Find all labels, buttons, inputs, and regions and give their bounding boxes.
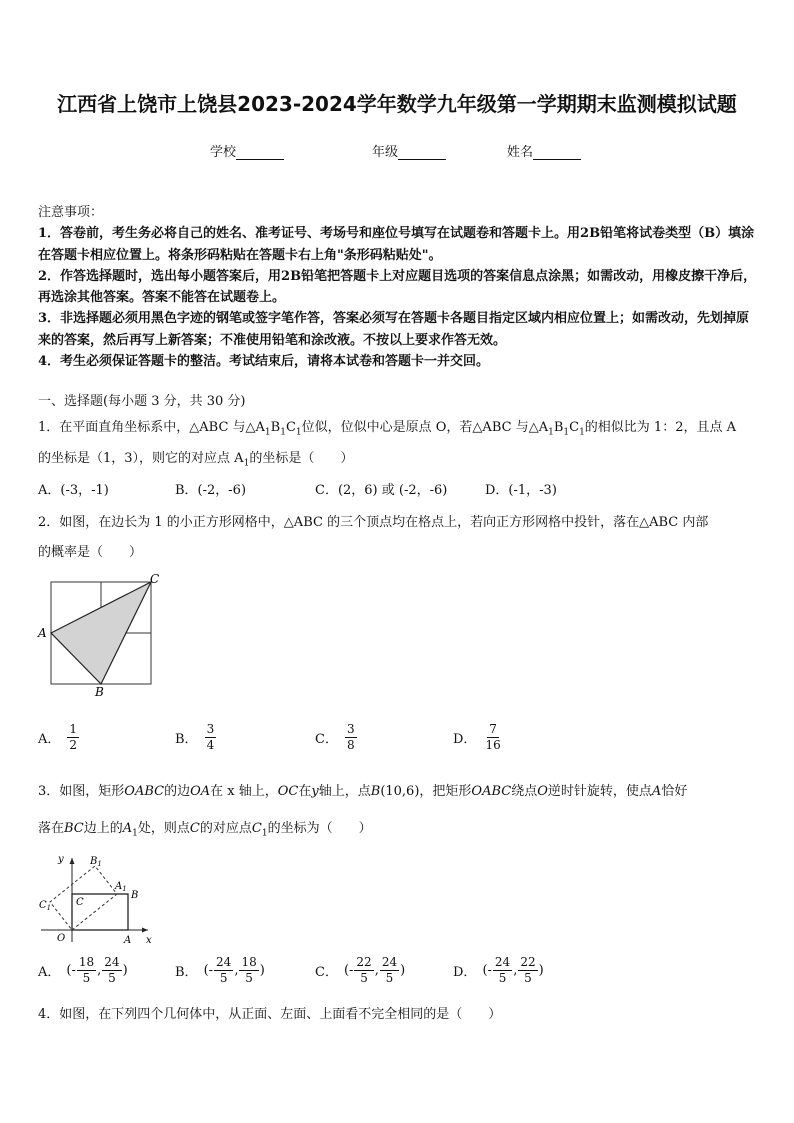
question-2-line-2: 的概率是（ ） — [38, 545, 143, 560]
q1-option-d[interactable]: D．(-1，-3) — [485, 483, 557, 498]
q1-text-e: B — [553, 420, 564, 435]
name-field — [507, 141, 581, 160]
q3-oa: OA — [190, 784, 211, 799]
label-a: A — [38, 626, 47, 640]
question-3-line-2 — [38, 817, 372, 839]
notes-heading: 注意事项： — [38, 205, 104, 220]
notes-section — [38, 202, 760, 372]
q3-t4: 在 — [298, 784, 312, 799]
fig-c1-label: $C_1$ — [39, 900, 52, 912]
grade-field — [372, 141, 446, 160]
q3-y: y — [311, 784, 319, 799]
q1-text-g: 的相似比为 1：2，且点 A — [584, 420, 736, 435]
q3-opt-close: ) — [538, 963, 544, 978]
numerator: 7 — [489, 722, 497, 736]
q3-option-b[interactable] — [175, 955, 265, 986]
label-b: B — [95, 685, 104, 699]
fig-c-label: C — [76, 897, 84, 908]
denominator: 5 — [498, 971, 507, 985]
denominator: 2 — [69, 738, 78, 752]
q1-text-d: 位似，位似中心是原点 O，若△ABC 与△A — [301, 420, 549, 435]
q3-opt-label: D． — [453, 965, 477, 980]
denominator: 8 — [346, 738, 355, 752]
fig-b1-label: $B_1$ — [90, 856, 102, 868]
q2-opt-b-label: B． — [175, 732, 198, 747]
q1-text-f: C — [569, 420, 580, 435]
denominator: 5 — [219, 971, 228, 985]
q3-t9: 恰好 — [661, 784, 688, 799]
q3-o: O — [537, 784, 548, 799]
denominator: 16 — [485, 738, 501, 752]
q3-oabc-2: OABC — [471, 784, 512, 799]
school-blank — [236, 145, 284, 160]
q3-a: A — [651, 784, 662, 799]
question-1-line-2 — [38, 447, 353, 469]
q3-t1: 3．如图，矩形 — [38, 784, 125, 799]
question-2-line-1: 2．如图，在边长为 1 的小正方形网格中，△ABC 的三个顶点均在格点上，若向正方形网格中投针，落在△ABC 内部 — [38, 515, 709, 530]
q2-opt-b-fraction — [205, 722, 217, 753]
q3-sub: 1 — [132, 828, 138, 839]
denominator: 5 — [82, 971, 91, 985]
name-blank — [533, 145, 581, 160]
numerator: 3 — [206, 722, 215, 736]
question-4: 4．如图，在下列四个几何体中，从正面、左面、上面看不完全相同的是（ ） — [38, 1007, 502, 1022]
q1-sub: 1 — [280, 427, 286, 438]
grade-label: 年级 — [372, 145, 399, 160]
q3-opt-open: (- — [203, 963, 214, 978]
question-3-line-1 — [38, 780, 687, 799]
fig-o-label: O — [57, 933, 66, 944]
q3-option-c[interactable] — [315, 955, 405, 986]
q3-opt-label: A． — [38, 965, 61, 980]
q3-t5: 轴上，点 — [318, 784, 371, 799]
q3-opt-frac-2 — [239, 955, 258, 986]
q3-opt-frac-2 — [380, 955, 399, 986]
note-item-2: 2．作答选择题时，选出每小题答案后，用2B铅笔把答题卡上对应题目选项的答案信息点涂黑；如需改动，用橡皮擦干净后，再选涂其他答案。答案不能答在试题卷上。 — [38, 268, 757, 306]
q2-opt-a-fraction — [67, 722, 79, 753]
q3-option-d[interactable] — [453, 955, 544, 986]
q1-line2-b: 的坐标是（ ） — [249, 451, 354, 466]
note-item-4: 4．考生必须保证答题卡的整洁。考试结束后，请将本试卷和答题卡一并交回。 — [38, 354, 490, 370]
q3-opt-close: ) — [400, 963, 406, 978]
q1-text-a: 1．在平面直角坐标系中，△ABC 与△A — [38, 420, 265, 435]
q3-opt-frac-2 — [518, 955, 537, 986]
q3-oabc: OABC — [124, 784, 165, 799]
q1-sub: 1 — [295, 427, 302, 438]
q3-b: B — [370, 784, 381, 799]
q2-option-d[interactable] — [453, 722, 504, 753]
q3-sub: 1 — [261, 828, 268, 839]
q1-sub: 1 — [579, 427, 585, 438]
q2-opt-c-fraction — [345, 722, 357, 753]
q3-t7: 绕点 — [511, 784, 538, 799]
q2-option-b[interactable] — [175, 722, 217, 753]
q3-t8: 逆时针旋转，使点 — [547, 784, 652, 799]
q2-opt-d-label: D． — [453, 732, 477, 747]
q2-opt-d-fraction — [483, 722, 502, 753]
q1-sub: 1 — [243, 458, 250, 469]
q3-t11: 边上的 — [83, 821, 123, 836]
q3-opt-frac-1 — [354, 955, 373, 986]
question-1-line-1 — [38, 416, 736, 438]
q3-t3: 在 x 轴上， — [210, 784, 278, 799]
q1-line2-a: 的坐标是（1，3），则它的对应点 A — [38, 451, 244, 466]
numerator: 22 — [520, 955, 536, 969]
q3-opt-close: ) — [259, 963, 265, 978]
numerator: 24 — [494, 955, 511, 969]
numerator: 24 — [104, 955, 120, 969]
y-arrow — [70, 858, 75, 864]
q3-opt-open: (- — [66, 963, 76, 978]
denominator: 5 — [524, 971, 532, 985]
q2-option-a[interactable] — [38, 722, 80, 753]
page-title: 江西省上饶市上饶县2023-2024学年数学九年级第一学期期末监测模拟试题 — [57, 92, 737, 116]
q3-a1: A — [122, 821, 133, 836]
denominator: 5 — [385, 971, 394, 985]
numerator: 18 — [241, 955, 257, 969]
q3-t12: 处，则点 — [137, 821, 190, 836]
numerator: 22 — [356, 955, 372, 969]
q3-oc: OC — [277, 784, 299, 799]
note-item-1: 1．答卷前，考生务必将自己的姓名、准考证号、考场号和座位号填写在试题卷和答题卡上。用2B铅笔将试卷类型（B）填涂在答题卡相应位置上。将条形码粘贴在答题卡右上角"条形码粘贴处"。 — [38, 226, 755, 263]
q3-option-a[interactable] — [38, 955, 128, 986]
q2-opt-c-label: C． — [315, 732, 338, 747]
q3-t2: 的边 — [164, 784, 191, 799]
q3-opt-comma: , — [513, 963, 518, 978]
q3-bcoord: (10,6) — [380, 784, 420, 799]
name-label: 姓名 — [507, 145, 534, 160]
x-arrow — [142, 928, 148, 933]
q1-sub: 1 — [264, 427, 271, 438]
denominator: 5 — [108, 971, 116, 985]
fig-a-label: A — [124, 935, 132, 946]
school-label: 学校 — [210, 145, 237, 160]
q3-rotation-figure — [36, 850, 166, 948]
numerator: 18 — [78, 955, 95, 969]
q1-sub: 1 — [548, 427, 554, 438]
q3-t6: ，把矩形 — [419, 784, 472, 799]
q1-sub: 1 — [563, 427, 570, 438]
denominator: 5 — [360, 971, 368, 985]
q1-option-a[interactable]: A．(-3，-1) — [38, 483, 109, 498]
q2-grid-figure — [36, 572, 166, 700]
q3-t14: 的坐标为（ ） — [267, 821, 372, 836]
q3-opt-comma: , — [97, 963, 102, 978]
q3-opt-label: B． — [175, 965, 198, 980]
q3-opt-comma: , — [374, 963, 379, 978]
q1-text-c: C — [285, 420, 296, 435]
label-c: C — [150, 572, 160, 586]
fig-a1-label: $A_1$ — [115, 881, 127, 893]
q3-opt-frac-1 — [214, 955, 233, 986]
q2-option-c[interactable] — [315, 722, 358, 753]
q3-opt-label: C． — [315, 965, 338, 980]
denominator: 5 — [245, 971, 253, 985]
denominator: 4 — [206, 738, 215, 752]
q3-opt-open: (- — [343, 963, 354, 978]
q3-t10: 落在 — [38, 821, 65, 836]
numerator: 3 — [346, 722, 355, 736]
numerator: 1 — [69, 722, 78, 736]
q3-opt-close: ) — [122, 963, 128, 978]
numerator: 24 — [381, 955, 398, 969]
q3-opt-frac-1 — [77, 955, 96, 986]
fig-x-label: x — [146, 935, 152, 946]
q2-opt-a-label: A． — [38, 732, 61, 747]
q1-option-c[interactable]: C．(2，6) 或 (-2，-6) — [315, 483, 448, 498]
numerator: 24 — [216, 955, 232, 969]
q3-opt-comma: , — [234, 963, 239, 978]
grade-blank — [398, 145, 446, 160]
section-1-heading: 一、选择题(每小题 3 分，共 30 分) — [38, 394, 246, 409]
q3-opt-open: (- — [482, 963, 492, 978]
q3-t13: 的对应点 — [199, 821, 252, 836]
fig-y-label: y — [58, 854, 64, 865]
q3-c: C — [189, 821, 200, 836]
q1-option-b[interactable]: B．(-2，-6) — [175, 483, 247, 498]
fig-b-label: B — [131, 890, 139, 901]
q3-c1: C — [251, 821, 262, 836]
q3-opt-frac-2 — [102, 955, 121, 986]
q3-opt-frac-1 — [493, 955, 512, 986]
q1-text-b: B — [270, 420, 281, 435]
note-item-3: 3．非选择题必须用黑色字迹的钢笔或签字笔作答，答案必须写在答题卡各题目指定区域内相应位置上；如需改动，先划掉原来的答案，然后再写上新答案；不准使用铅笔和涂改液。不按以上要求作答无效。 — [38, 311, 750, 348]
school-field — [210, 141, 284, 160]
q3-bc: BC — [64, 821, 84, 836]
